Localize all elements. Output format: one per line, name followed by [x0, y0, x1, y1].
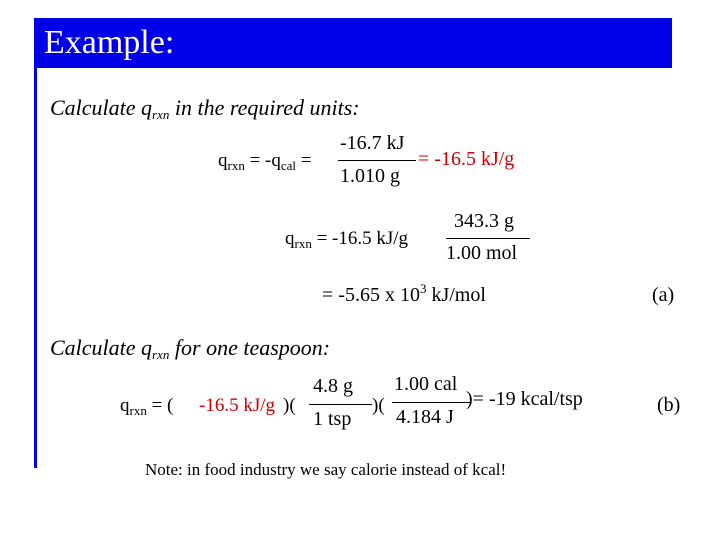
note-text: Note: in food industry we say calorie instead of kcal!: [145, 460, 507, 479]
eq4-value: -16.5 kJ/g: [199, 395, 275, 416]
eq4-lhs: $q_{rxn}$ = (: [120, 395, 174, 418]
eq2-numerator: 343.3 g: [454, 210, 514, 232]
eq2-lhs: $q_{rxn} = -16.5$ kJ/g: [285, 228, 409, 251]
eq4-result: )= -19 kcal/tsp: [466, 388, 583, 410]
eq4-frac2-numerator: 1.00 cal: [394, 373, 458, 395]
section1-heading: Calculate qrxn in the required units:: [50, 95, 360, 122]
eq2-denominator: 1.00 mol: [446, 242, 518, 264]
slide-title: Example:: [44, 24, 175, 61]
eq3-result: = -5.65 x $10^3$ kJ/mol: [322, 281, 486, 306]
eq1-lhs: $q_{rxn} = -q_{cal}$ =: [218, 150, 312, 173]
label-b: (b): [657, 394, 681, 416]
eq2-fraction-bar: [446, 238, 530, 239]
title-bar: [34, 18, 672, 68]
eq4-frac1-numerator: 4.8 g: [313, 375, 353, 397]
eq4-frac1-bar: [309, 404, 372, 405]
eq1-numerator: -16.7 kJ: [340, 132, 405, 154]
eq4-frac2-bar: [392, 402, 470, 403]
eq4-frac2-denominator: 4.184 J: [396, 406, 454, 428]
eq1-denominator: 1.010 g: [340, 165, 400, 187]
eq1-result: = -16.5 kJ/g: [418, 148, 515, 170]
eq4-frac1-denominator: 1 tsp: [313, 408, 352, 430]
eq1-fraction-bar: [338, 160, 416, 161]
eq4-paren-mid: )(: [372, 395, 385, 416]
eq4-paren-open: )(: [283, 395, 296, 416]
section2-heading: Calculate qrxn for one teaspoon:: [50, 335, 331, 362]
label-a: (a): [652, 284, 675, 306]
left-accent-bar: [34, 68, 37, 468]
